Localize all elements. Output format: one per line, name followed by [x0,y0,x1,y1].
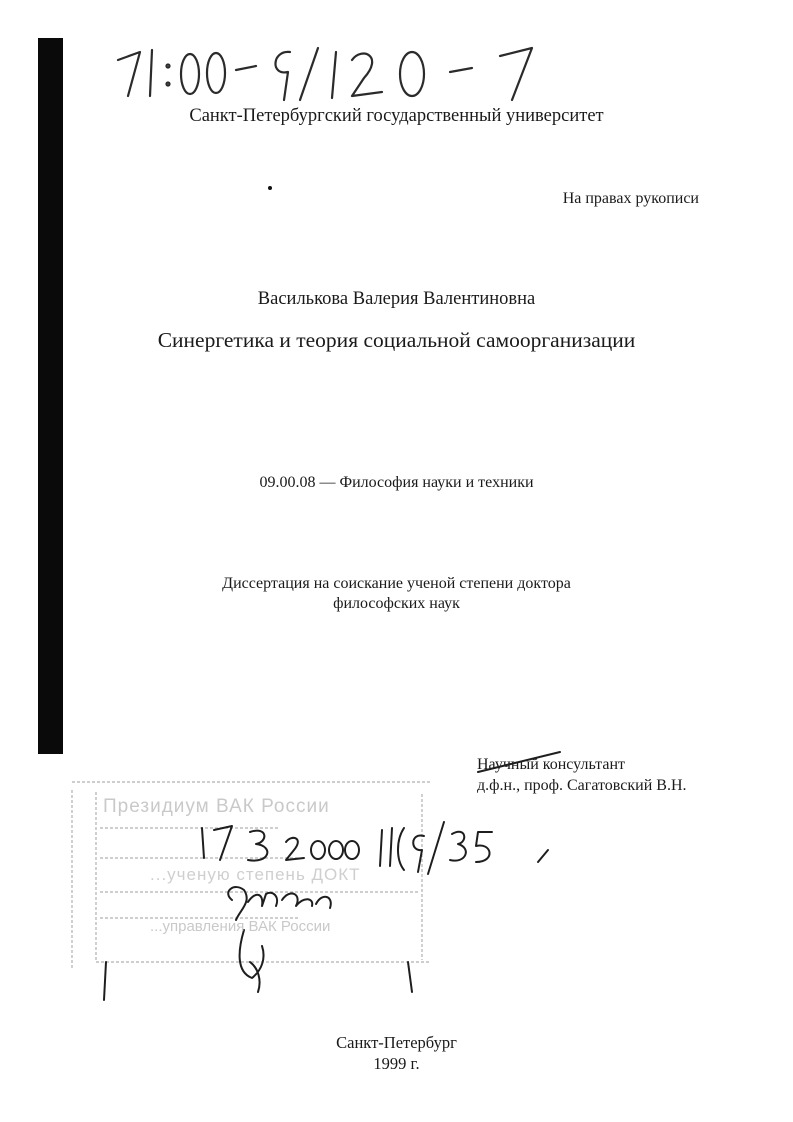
stamp-degree-line: ...ученую степень ДОКТ [150,865,361,884]
stamp-header: Президиум ВАК России [103,796,330,817]
stamp-department-line: ...управления ВАК России [150,918,331,935]
year: 1999 г. [373,1054,420,1073]
author-name: Василькова Валерия Валентиновна [257,289,536,309]
specialty-code: 09.00.08 — Философия науки и техники [259,474,534,491]
city: Санкт-Петербург [336,1033,457,1052]
degree-statement-line-2: философских наук [333,595,460,612]
manuscript-rights-label: На правах рукописи [562,190,699,207]
advisor-label: Научный консультант [477,756,625,773]
university-name: Санкт-Петербургский государственный университет [189,106,604,126]
degree-statement-line-1: Диссертация на соискание ученой степени доктора [222,575,571,592]
dissertation-title: Синергетика и теория социальной самоорганизации [157,328,636,352]
advisor-name: д.ф.н., проф. Сагатовский В.Н. [477,777,687,794]
